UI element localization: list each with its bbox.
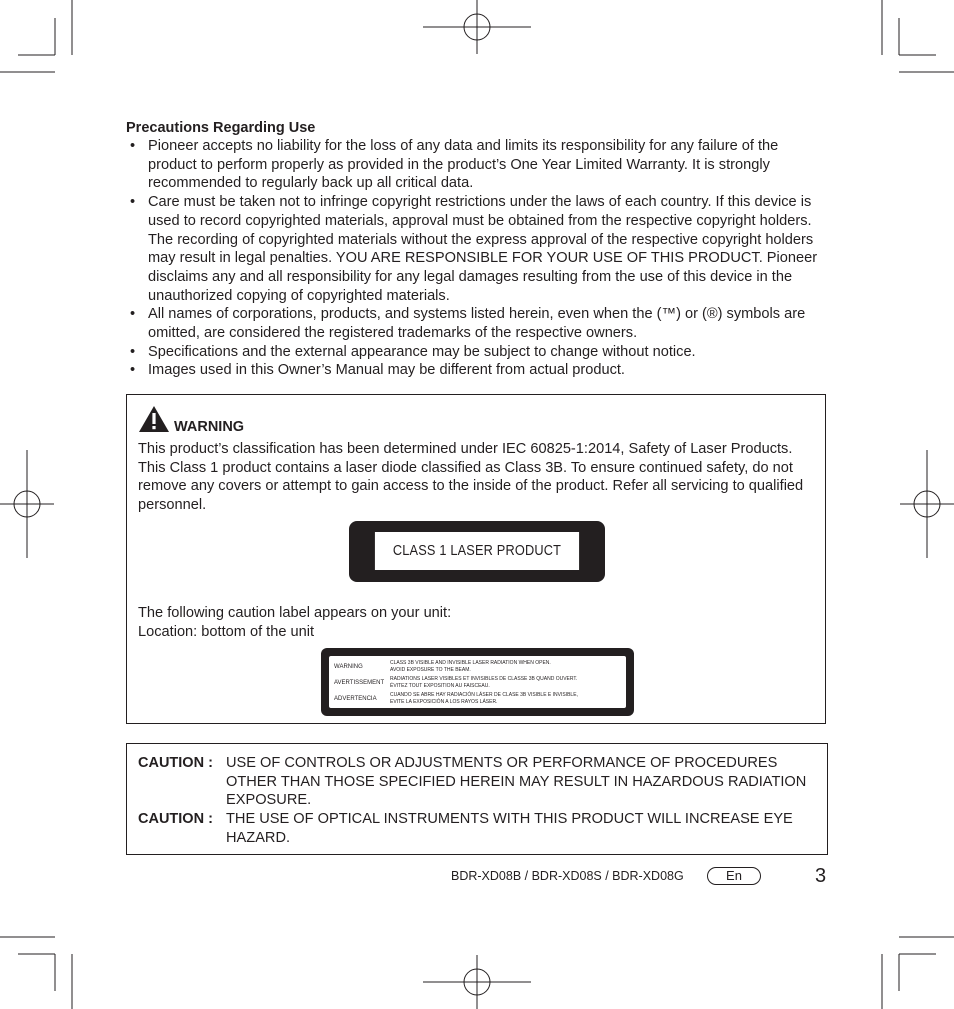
caution-sticker-text [390,660,551,674]
caution-sticker-line: EVITE LA EXPOSICIÓN A LOS RAYOS LÁSER. [390,699,498,705]
footer-model-names: BDR-XD08B / BDR-XD08S / BDR-XD08G [451,869,684,883]
caution-sticker-inner [329,656,626,708]
caution-sticker-text [390,692,578,706]
caution-sticker-lang: ADVERTENCIA [334,696,377,702]
caution-sticker-line: AVOID EXPOSURE TO THE BEAM. [390,667,471,673]
caution-intro-line1: The following caution label appears on your unit: [138,605,452,621]
caution-label: CAUTION : [138,811,213,827]
caution-text: USE OF CONTROLS OR ADJUSTMENTS OR PERFORMANCE OF PROCEDURES OTHER THAN THOSE SPECIFIED HEREIN MAY RESULT IN HAZARDOUS RADIATION EXPOSURE. [226,755,807,809]
list-item: • All names of corporations, products, and systems listed herein, even when the (™) or (®) symbols are omitted, are considered the registered trademarks of the respective owners. [126,305,826,342]
caution-sticker-row [334,676,622,692]
warning-triangle-icon [138,405,170,433]
warning-box [126,394,826,724]
caution-sticker-line: RADIATIONS LASER VISIBLES ET INVISIBLES DE CLASSE 3B QUAND OUVERT. [390,676,578,682]
list-item: • Care must be taken not to infringe copyright restrictions under the laws of each country. If this device is used to record copyrighted materials, approval must be obtained from the respective copyright holders. The recording of copyrighted materials without the express approval of the respective copyright holders may result in legal penalties. YOU ARE RESPONSIBLE FOR YOUR USE OF THIS PRODUCT. Pioneer disclaims any and all responsibility for any legal damages resulting from the use of this device in the unauthorized copying of copyrighted materials. [126,193,826,305]
caution-sticker-lang: WARNING [334,664,363,670]
precautions-title: Precautions Regarding Use [126,120,316,136]
list-item: • Specifications and the external appearance may be subject to change without notice. [126,343,826,362]
caution-sticker-lang: AVERTISSEMENT [334,680,385,686]
caution-intro-line2: Location: bottom of the unit [138,623,315,640]
caution-sticker-line: ÉVITEZ TOUT EXPOSITION AU FAISCEAU. [390,683,490,689]
class1-laser-label [349,521,605,582]
class1-laser-label-text: CLASS 1 LASER PRODUCT [375,532,579,570]
caution-sticker [321,648,634,716]
page-number: 3 [815,865,827,887]
caution-sticker-row [334,660,622,676]
caution-sticker-row [334,692,622,708]
list-item: • Images used in this Owner’s Manual may be different from actual product. [126,361,826,380]
caution-box [126,743,828,855]
caution-label-intro [138,604,451,641]
caution-sticker-text [390,676,577,690]
warning-label: WARNING [174,419,245,435]
language-badge: En [707,867,761,885]
caution-text: THE USE OF OPTICAL INSTRUMENTS WITH THIS PRODUCT WILL INCREASE EYE HAZARD. [226,811,793,846]
list-item: • Pioneer accepts no liability for the loss of any data and limits its responsibility for any failure of the product to perform properly as provided in the product’s One Year Limited Warranty. It is strongly recommended to regularly back up all critical data. [126,137,826,193]
precautions-list [126,137,826,380]
caution-sticker-line: CUANDO SE ABRE HAY RADIACIÓN LÁSER DE CLASE 3B VISIBLE E INVISIBLE, [390,692,578,698]
warning-text: This product’s classification has been determined under IEC 60825-1:2014, Safety of Laser Products. This Class 1 product contains a laser diode classified as Class 3B. To ensure continued safety, do not remove any covers or attempt to gain access to the inside of the product. Refer all servicing to qualified personnel. [138,441,804,514]
caution-sticker-line: CLASS 3B VISIBLE AND INVISIBLE LASER RADIATION WHEN OPEN. [390,660,551,666]
caution-label: CAUTION : [138,755,213,771]
